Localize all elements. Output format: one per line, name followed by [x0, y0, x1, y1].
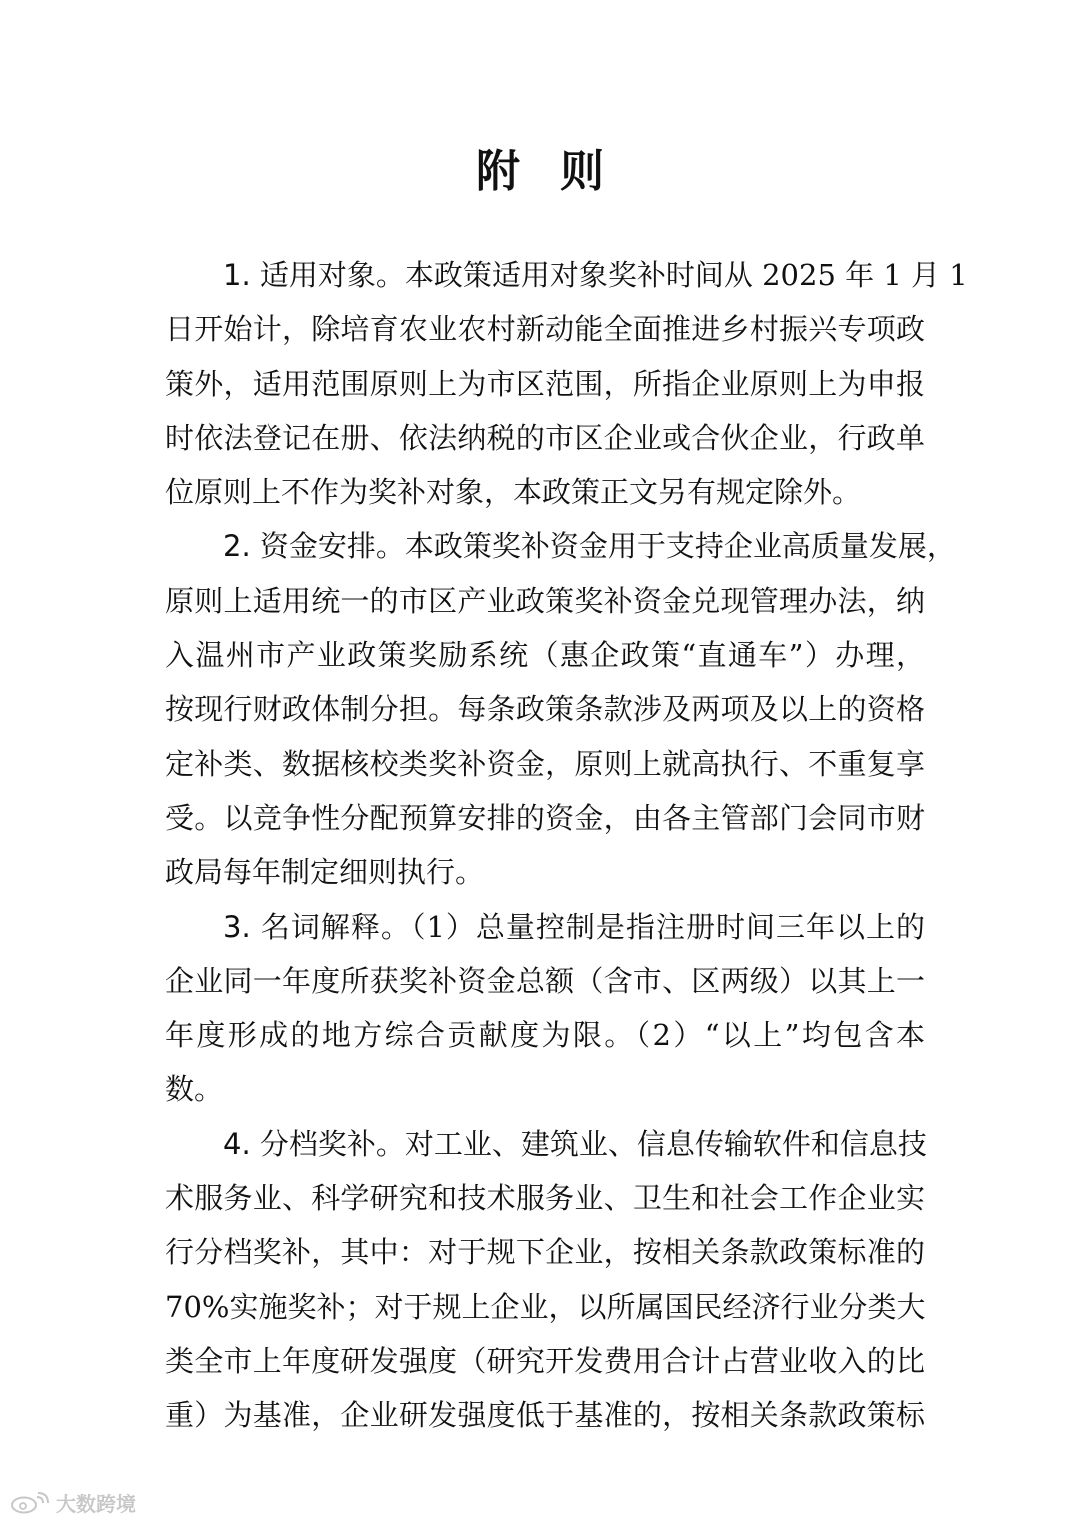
paragraph-heading: 1. 适用对象。: [223, 258, 405, 292]
weibo-logo-icon: [10, 1492, 50, 1514]
page-title: [0, 135, 1080, 199]
paragraph-line: 重）为基准，企业研发强度低于基准的，按相关条款政策标: [165, 1398, 925, 1433]
paragraph-2: [165, 519, 956, 899]
paragraph-line: [165, 519, 956, 573]
paragraph-line: 按现行财政体制分担。每条政策条款涉及两项及以上的资格: [165, 692, 925, 727]
paragraph-line: [165, 1117, 925, 1171]
paragraph-line: 企业同一年度所获奖补资金总额（含市、区两级）以其上一: [165, 963, 925, 998]
line-text: 本政策适用对象奖补时间从 2025 年 1 月 1: [404, 258, 968, 292]
paragraph-line: 术服务业、科学研究和技术服务业、卫生和社会工作企业实: [165, 1181, 925, 1216]
watermark-text: 大数跨境: [56, 1492, 136, 1516]
line-text: 对工业、建筑业、信息传输软件和信息技: [404, 1126, 927, 1161]
paragraph-3: [165, 900, 925, 1117]
line-text: （1）总量控制是指注册时间三年以上的: [410, 909, 926, 944]
paragraph-line: 策外，适用范围原则上为市区范围，所指企业原则上为申报: [165, 366, 925, 401]
paragraph-line: 时依法登记在册、依法纳税的市区企业或合伙企业，行政单: [165, 420, 925, 455]
paragraph-line: [165, 900, 925, 954]
paragraph-line: 70%实施奖补；对于规上企业，以所属国民经济行业分类大: [165, 1289, 926, 1324]
paragraph-line: 数。: [165, 1072, 224, 1107]
paragraph-line: 入温州市产业政策奖励系统（惠企政策“直通车”）办理，: [165, 638, 925, 673]
paragraph-line: 位原则上不作为奖补对象，本政策正文另有规定除外。: [165, 475, 862, 510]
title-char-2: 则: [560, 146, 604, 197]
paragraph-line: 类全市上年度研发强度（研究开发费用合计占营业收入的比: [165, 1343, 925, 1378]
paragraph-line: 受。以竞争性分配预算安排的资金，由各主管部门会同市财: [165, 800, 925, 835]
title-char-1: 附: [476, 146, 520, 197]
paragraph-heading: 4. 分档奖补。: [223, 1126, 405, 1161]
paragraph-1: [165, 248, 968, 519]
line-text: 本政策奖补资金用于支持企业高质量发展，: [404, 529, 956, 564]
paragraph-line: 原则上适用统一的市区产业政策奖补资金兑现管理办法，纳: [165, 583, 925, 618]
paragraph-line: 政局每年制定细则执行。: [165, 855, 485, 890]
paragraph-heading: 2. 资金安排。: [223, 529, 405, 564]
paragraph-line: 行分档奖补，其中：对于规下企业，按相关条款政策标准的: [165, 1235, 925, 1270]
watermark: [10, 1488, 136, 1517]
paragraph-heading: 3. 名词解释。: [223, 909, 411, 944]
paragraph-line: [165, 248, 968, 302]
document-body: [165, 248, 968, 1443]
paragraph-line: 日开始计，除培育农业农村新动能全面推进乡村振兴专项政: [165, 312, 925, 347]
paragraph-line: 定补类、数据核校类奖补资金，原则上就高执行、不重复享: [165, 746, 925, 781]
paragraph-line: 年度形成的地方综合贡献度为限。（2）“以上”均包含本: [165, 1018, 925, 1053]
paragraph-4: [165, 1117, 925, 1443]
